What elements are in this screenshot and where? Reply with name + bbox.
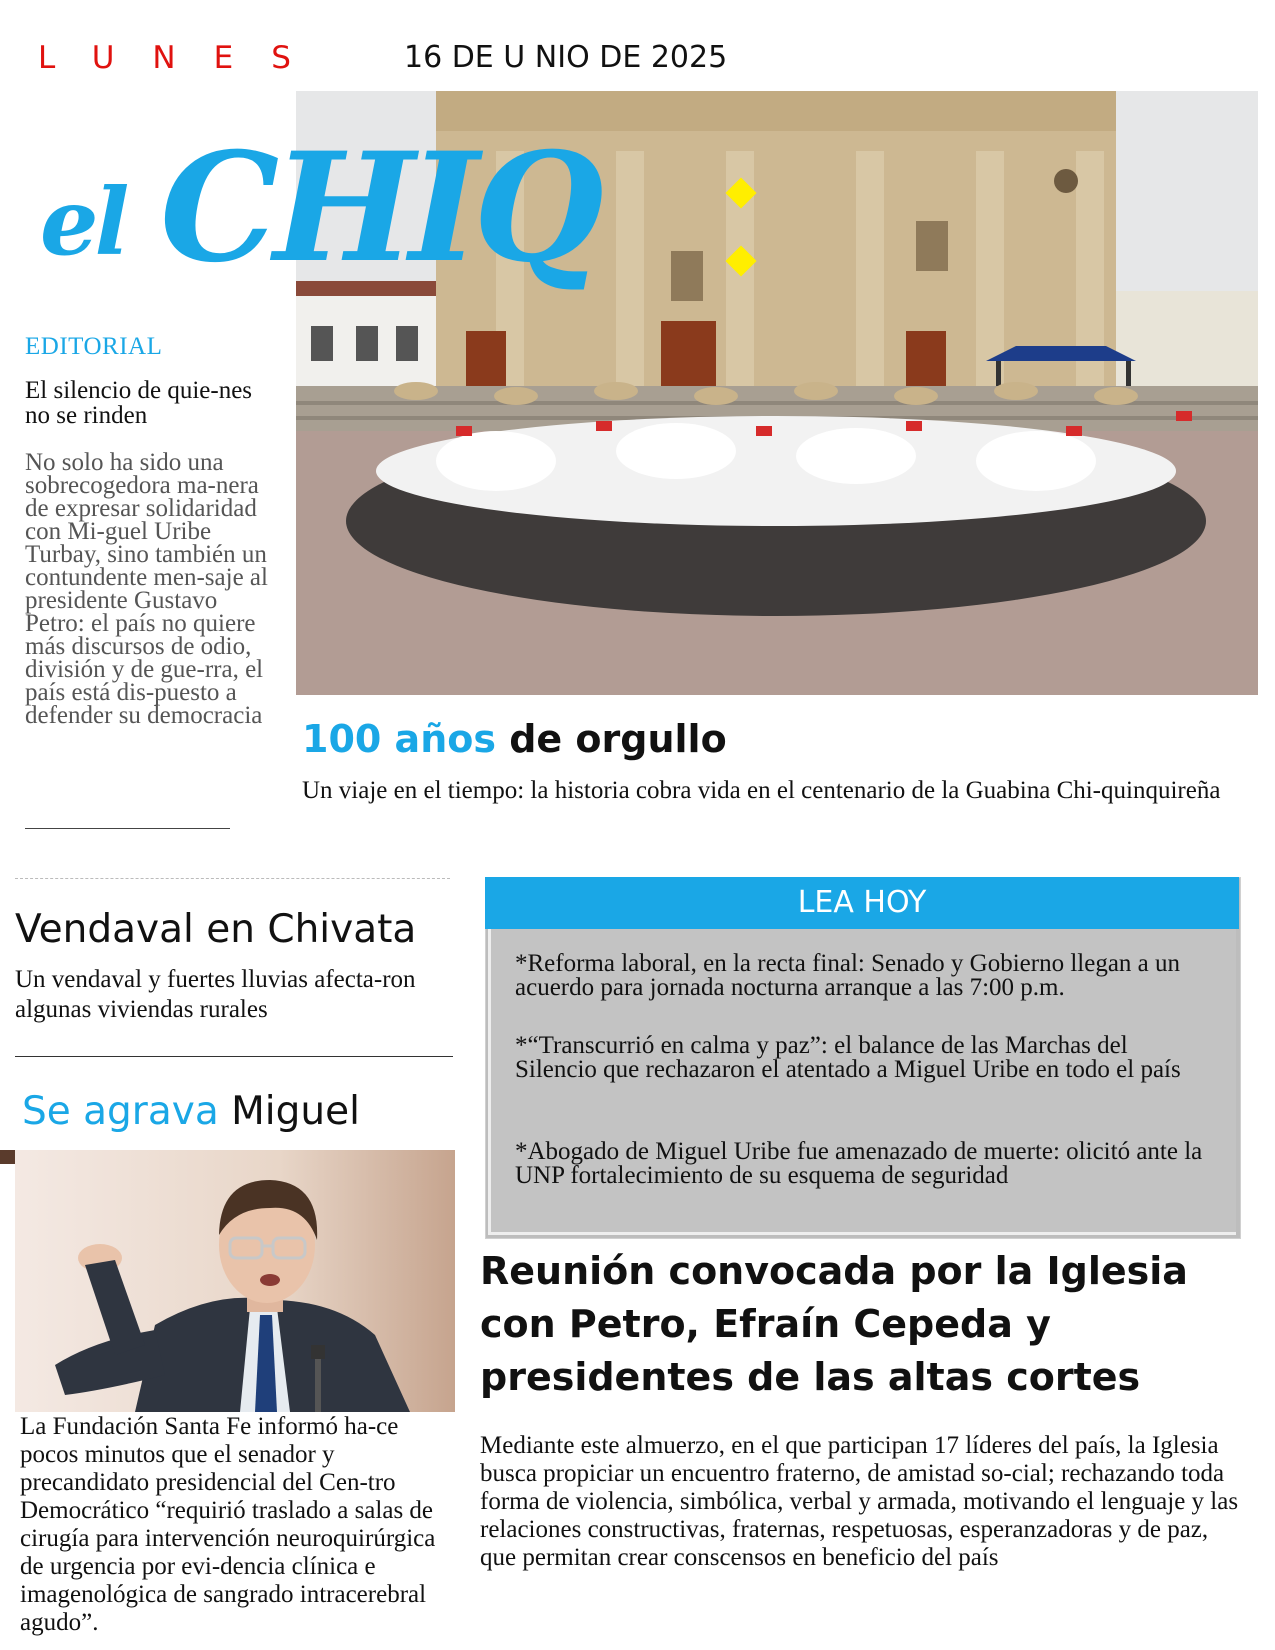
masthead-prefix: el [40, 168, 126, 276]
photo-marker [0, 1150, 15, 1164]
lea-hoy-item[interactable]: *“Transcurrió en calma y paz”: el balance de las Marchas del Silencio que rechazaron el atentado a Miguel Uribe en todo el país [515, 1032, 1181, 1083]
feature-headline-rest: de orgullo [495, 717, 727, 761]
masthead-name: CHIQ [160, 120, 598, 296]
reunion-headline[interactable]: Reunión convocada por la Iglesia con Petro, Efraín Cepeda y presidentes de las altas cortes [480, 1249, 1188, 1399]
vendaval-headline[interactable]: Vendaval en Chivata [15, 907, 417, 952]
editorial-divider [25, 828, 230, 829]
masthead-logo [40, 120, 760, 296]
senator-portrait-image [15, 1150, 455, 1412]
vendaval-divider [15, 1056, 453, 1057]
agrava-body: La Fundación Santa Fe informó ha-ce pocos minutos que el senador y precandidato presidencial del Cen-tro Democrático “requirió traslado a salas de cirugía para intervención neuroquirúrgica de urgencia por evi-dencia clínica e imagenológica de sangrado intracerebral agudo”. [20, 1413, 436, 1636]
diamond-icon [725, 177, 756, 208]
feature-headline-highlight: 100 años [302, 717, 496, 761]
feature-subtitle: Un viaje en el tiempo: la historia cobra vida en el centenario de la Guabina Chi-quinquireña [302, 777, 1221, 804]
reunion-body: Mediante este almuerzo, en el que participan 17 líderes del país, la Iglesia busca propiciar un encuentro fraterno, de amistad so-cial; rechazando toda forma de violencia, simbólica, verbal y armada, motivando el lenguaje y las relaciones constructivas, fraternas, respetuosas, esperanzadoras y de paz, que permitan crear conscensos en beneficio del país [480, 1432, 1239, 1571]
lea-hoy-item[interactable]: *Reforma laboral, en la recta final: Senado y Gobierno llegan a un acuerdo para jornada nocturna arranque a las 7:00 p.m. [515, 950, 1181, 1001]
section-divider [15, 878, 450, 879]
editorial-title[interactable]: El silencio de quie-nes no se rinden [25, 377, 253, 429]
senator-photo [15, 1150, 455, 1412]
editorial-kicker: EDITORIAL [25, 333, 163, 360]
diamond-icon [725, 245, 756, 276]
lea-hoy-header: LEA HOY [485, 877, 1239, 929]
date-label: 16 DE U NIO DE 2025 [404, 40, 728, 75]
lea-hoy-item[interactable]: *Abogado de Miguel Uribe fue amenazado de muerte: olicitó ante la UNP fortalecimiento de su esquema de seguridad [515, 1138, 1203, 1189]
agrava-headline-rest: Miguel [218, 1089, 360, 1134]
weekday-label: LUNES [38, 40, 329, 76]
feature-headline[interactable] [302, 717, 727, 761]
editorial-body: No solo ha sido una sobrecogedora ma-nera de expresar solidaridad con Mi-guel Uribe Turbay, sino también un contundente men-saje al presidente Gustavo Petro: el país no quiere más discursos de odio, división y de gue-rra, el país está dis-puesto a defender su democracia [25, 449, 268, 729]
agrava-headline[interactable] [22, 1089, 360, 1134]
vendaval-body: Un vendaval y fuertes lluvias afecta-ron algunas viviendas rurales [15, 966, 416, 1023]
agrava-headline-highlight: Se agrava [22, 1089, 219, 1134]
